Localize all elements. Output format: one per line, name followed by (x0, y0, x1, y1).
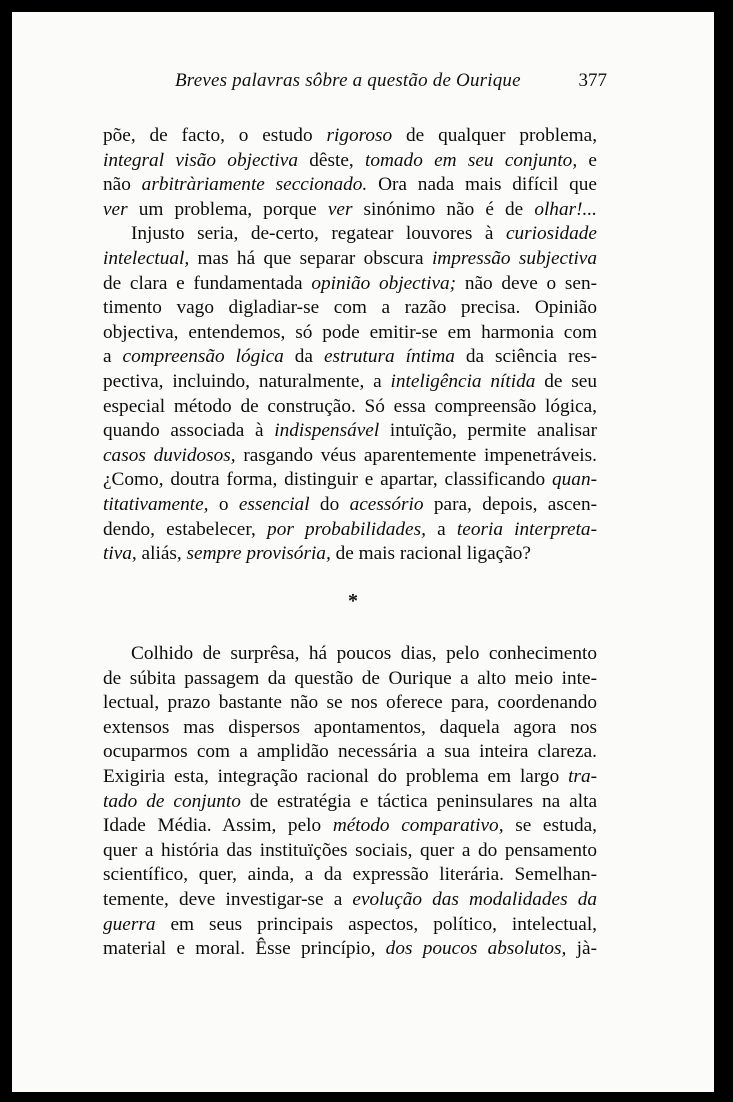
italic-run: intelectual, (103, 247, 190, 269)
italic-run: tomado em seu conjunto, (364, 149, 578, 171)
text-line (103, 716, 597, 741)
text-run: põe, de facto, o estudo (103, 125, 327, 146)
text-run: pectiva, incluindo, naturalmente, a (103, 370, 391, 392)
text-line (103, 124, 597, 149)
italic-run: tra- (568, 765, 597, 787)
text-run: a (425, 518, 457, 540)
text-run: de qualquer problema, (392, 125, 598, 146)
text-run: do (309, 493, 350, 515)
text-run: um problema, porque (127, 198, 328, 220)
text-line (103, 839, 597, 864)
text-line (103, 321, 597, 346)
italic-run: método comparativo, (332, 815, 504, 837)
text-run: lectual, prazo bastante não se nos oferece para, coordenando (103, 692, 597, 714)
text-line (103, 790, 597, 815)
text-line (103, 149, 597, 174)
italic-run: evolução das modalidades da (352, 888, 597, 910)
section-separator: * (348, 590, 358, 612)
text-run: de súbita passagem da questão de Ourique a alto meio inte- (103, 667, 597, 689)
text-line (103, 937, 597, 962)
italic-run: teoria interpreta- (456, 518, 597, 540)
italic-run: tiva, (103, 543, 137, 565)
text-line (103, 272, 597, 297)
text-run: objectiva, entendemos, só pode emitir-se em harmonia com (103, 321, 597, 343)
text-line (103, 222, 597, 247)
text-line (103, 173, 597, 198)
italic-run: dos poucos absolutos, (385, 938, 567, 960)
paragraph-block-2 (103, 642, 597, 962)
italic-run: ver (327, 198, 353, 220)
italic-run: opinião objectiva; (311, 272, 457, 294)
text-run: da sciência res- (454, 346, 597, 368)
text-line (103, 345, 597, 370)
text-line (103, 888, 597, 913)
text-line (103, 419, 597, 444)
italic-run: indispensável (274, 420, 380, 442)
text-run: a (103, 346, 123, 368)
text-run: Ora nada mais difícil que (367, 174, 597, 196)
text-line (103, 765, 597, 790)
text-line (103, 444, 597, 469)
italic-run: compreensão lógica (122, 346, 284, 368)
text-run: especial método de construção. Só essa compreensão lógica, (103, 395, 597, 417)
text-line (103, 740, 597, 765)
italic-run: acessório (349, 493, 424, 515)
text-run: intuïção, permite analisar (379, 420, 597, 442)
text-line (103, 468, 597, 493)
italic-run: rigoroso (326, 125, 393, 146)
text-run: sinónimo não é de (352, 198, 535, 220)
running-title: Breves palavras sôbre a questão de Ourique (175, 70, 521, 91)
text-line (103, 395, 597, 420)
italic-run: quan- (552, 469, 597, 491)
text-line (103, 642, 597, 667)
text-run: o (208, 493, 239, 515)
text-line (103, 493, 597, 518)
text-run: e (577, 149, 597, 171)
italic-run: por probabilidades, (267, 518, 426, 540)
text-run: se estuda, (503, 815, 598, 837)
page-number: 377 (578, 70, 607, 91)
text-run: ¿Como, doutra forma, distinguir e apartar, classificando (103, 469, 553, 491)
text-run: não deve o sen- (456, 272, 598, 294)
text-line (103, 667, 597, 692)
text-run: material e moral. Êsse princípio, (103, 938, 386, 960)
text-line (103, 198, 597, 223)
running-header (175, 70, 607, 92)
text-run: Idade Média. Assim, pelo (103, 815, 333, 837)
text-run: temente, deve investigar-se a (103, 888, 353, 910)
text-run: não (103, 174, 142, 196)
text-run: para, depois, ascen- (423, 493, 598, 515)
text-line (103, 296, 597, 321)
text-line (103, 863, 597, 888)
italic-run: casos duvidosos, (103, 444, 236, 466)
text-run: em seus principais aspectos, político, intelectual, (155, 913, 597, 935)
text-run: quando associada à (103, 420, 275, 442)
text-run: timento vago digladiar-se com a razão precisa. Opinião (103, 297, 597, 319)
italic-run: curiosidade (505, 223, 597, 245)
text-run: de seu (535, 370, 597, 392)
text-line (103, 247, 597, 272)
text-run: da (283, 346, 324, 368)
italic-run: ver (103, 198, 128, 220)
text-run: dendo, estabelecer, (103, 518, 268, 540)
italic-run: guerra (103, 913, 156, 935)
italic-run: arbitràriamente seccionado. (141, 174, 368, 196)
text-line (103, 913, 597, 938)
text-run: rasgando véus aparentemente impenetráveis. (235, 444, 597, 466)
text-line (103, 542, 597, 567)
text-run: ocuparmos com a amplidão necessária a sua inteira clareza. (103, 741, 597, 763)
text-line (103, 370, 597, 395)
italic-run: olhar!... (534, 198, 597, 220)
italic-run: sempre provisória, (186, 543, 331, 565)
text-run: mas há que separar obscura (189, 247, 432, 269)
text-line (103, 518, 597, 543)
book-page (12, 12, 714, 1092)
text-run: dêste, (297, 149, 365, 171)
text-run: extensos mas dispersos apontamentos, daquela agora nos (103, 716, 597, 738)
text-run: de estratégia e táctica peninsulares na alta (240, 790, 597, 812)
text-run: aliás, (136, 543, 187, 565)
italic-run: inteligência nítida (390, 370, 536, 392)
text-run: jà- (566, 938, 598, 960)
italic-run: estrutura íntima (323, 346, 455, 368)
text-line (103, 814, 597, 839)
text-line (103, 691, 597, 716)
italic-run: tado de conjunto (103, 790, 241, 812)
text-run: Exigiria esta, integração racional do problema em largo (103, 765, 569, 787)
italic-run: titativamente, (103, 493, 209, 515)
paragraph-block-1 (103, 124, 597, 567)
text-run: quer a história das instituïções sociais, quer a do pensamento (103, 839, 597, 861)
text-run: de clara e fundamentada (103, 272, 312, 294)
text-run: Injusto seria, de-certo, regatear louvores à (131, 223, 506, 245)
text-run: Colhido de surprêsa, há poucos dias, pelo conhecimento (131, 643, 597, 664)
italic-run: impressão subjectiva (431, 247, 597, 269)
italic-run: integral visão objectiva (103, 149, 298, 171)
text-run: de mais racional ligação? (330, 543, 531, 565)
text-run: scientífico, quer, ainda, a da expressão literária. Semelhan- (103, 864, 597, 886)
italic-run: essencial (238, 493, 310, 515)
